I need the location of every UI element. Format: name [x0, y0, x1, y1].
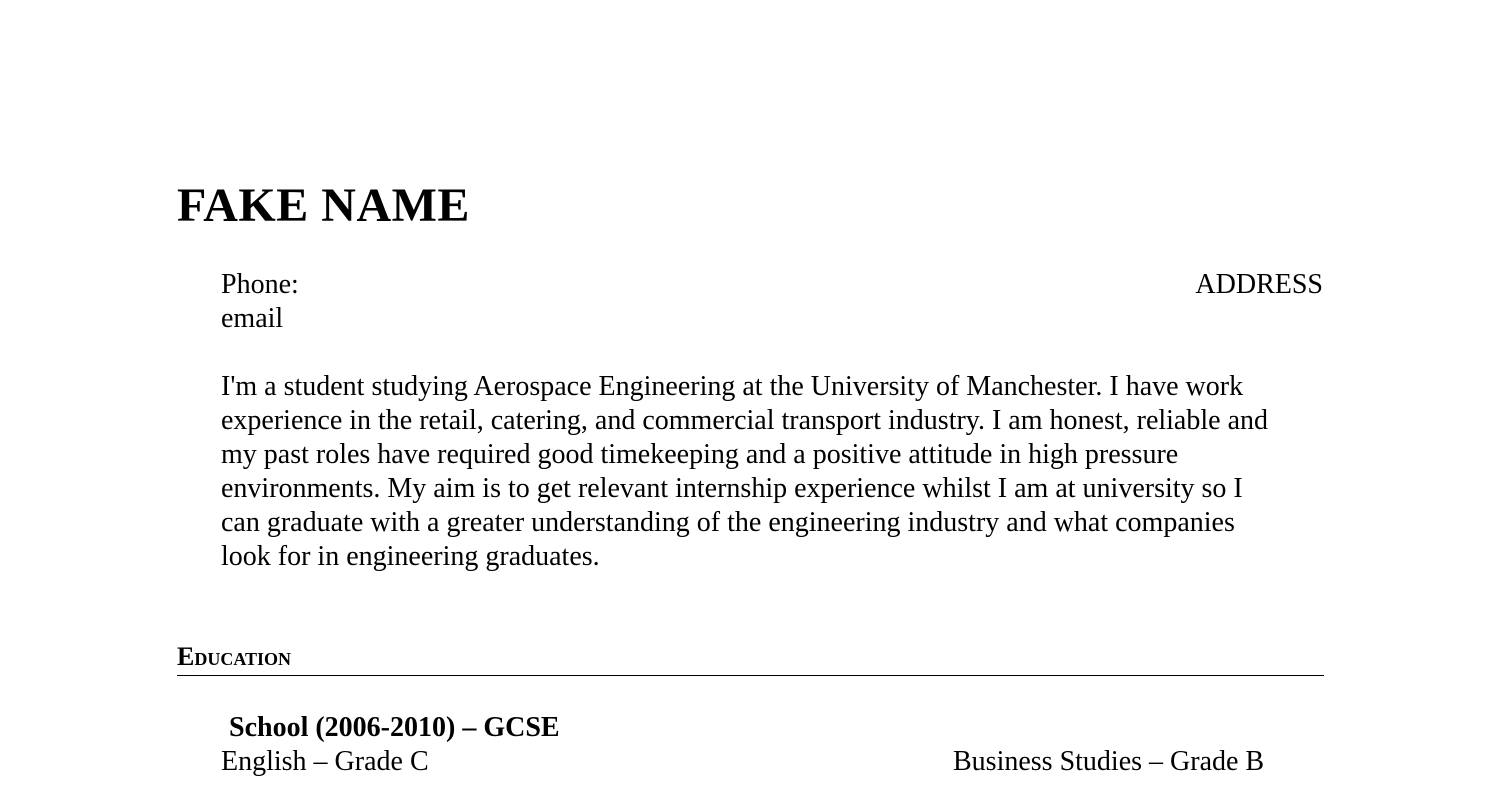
school-title: School (2006-2010) – GCSE	[229, 712, 560, 743]
personal-summary	[221, 370, 1331, 574]
education-heading: Education	[177, 642, 292, 671]
phone-label: Phone:	[221, 269, 299, 300]
section-divider	[177, 675, 1324, 676]
summary-line: can graduate with a greater understanding of the engineering industry and what companies	[221, 507, 1235, 538]
grade-item: Business Studies – Grade B	[953, 746, 1265, 777]
email-label: email	[221, 303, 284, 334]
grade-item: English – Grade C	[221, 746, 429, 777]
candidate-name: FAKE NAME	[177, 179, 470, 232]
summary-line: environments. My aim is to get relevant internship experience whilst I am at university so I	[221, 473, 1243, 504]
summary-line: I'm a student studying Aerospace Engineering at the University of Manchester. I have work	[221, 371, 1244, 402]
summary-line: my past roles have required good timekeeping and a positive attitude in high pressure	[221, 439, 1179, 470]
summary-line: experience in the retail, catering, and commercial transport industry. I am honest, reliable and	[221, 405, 1268, 436]
address-label: ADDRESS	[1195, 269, 1323, 300]
summary-line: look for in engineering graduates.	[221, 541, 600, 572]
